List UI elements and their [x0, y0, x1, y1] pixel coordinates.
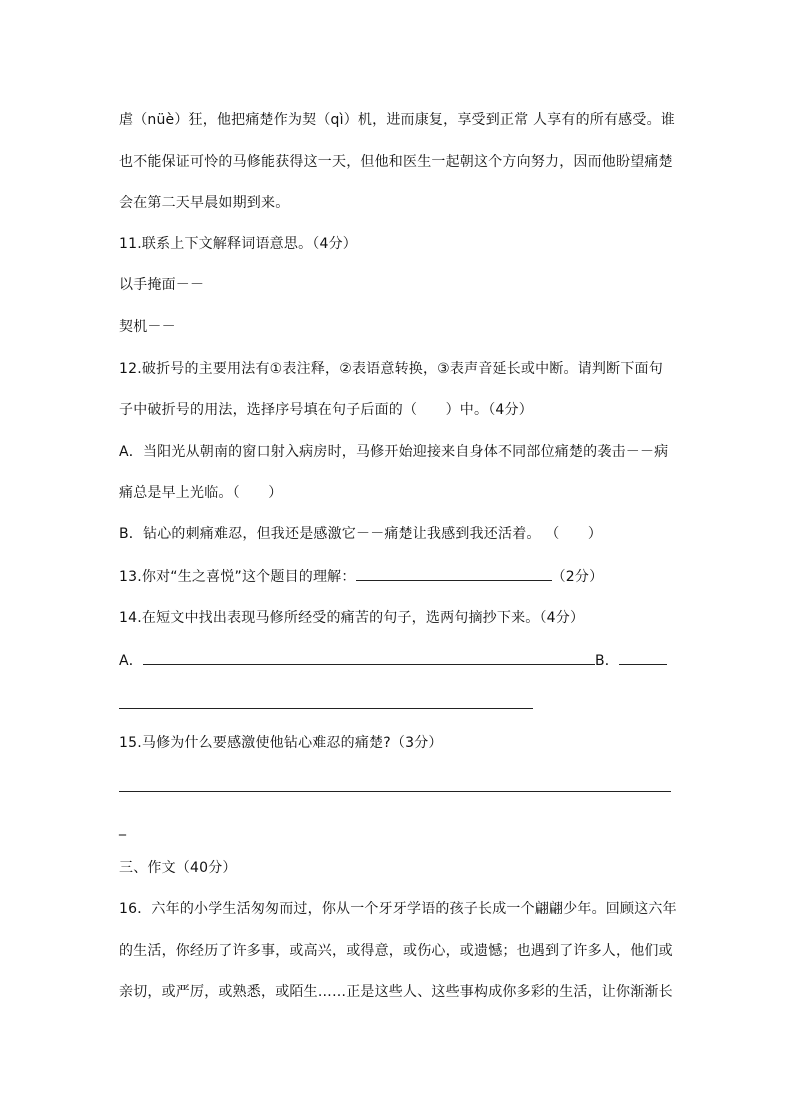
question-11-item-1: 以手掩面－－: [119, 277, 205, 293]
question-15-answer-line[interactable]: [119, 791, 671, 792]
question-13-prefix: 13.你对“生之喜悦”这个题目的理解：: [119, 569, 356, 585]
question-12-option-b: B．钻心的刺痛难忍，但我还是感激它－－痛楚让我感到我还活着。 （ ）: [119, 526, 603, 542]
question-13-answer-blank[interactable]: [356, 566, 552, 581]
question-14-answer-line[interactable]: [119, 708, 533, 709]
question-14-label-b: B．: [594, 653, 619, 669]
question-15-trailing-dash: _: [119, 820, 127, 836]
question-13-suffix: （2分）: [551, 569, 604, 585]
question-15-title: 15.马修为什么要感激使他钻心难忍的痛楚?（3分）: [119, 735, 443, 751]
question-14-label-a: A．: [119, 653, 143, 669]
question-12-option-a-line-2: 痛总是早上光临。（ ）: [119, 485, 283, 501]
question-14-answer-b-blank[interactable]: [619, 650, 667, 665]
question-16-line-3: 亲切，或严厉，或熟悉，或陌生……正是这些人、这些事构成你多彩的生活，让你渐渐长: [119, 984, 673, 1000]
question-14-answer-a-blank[interactable]: [143, 650, 595, 665]
section-3-title: 三、作文（40分）: [119, 860, 237, 876]
question-12-line-2: 子中破折号的用法，选择序号填在句子后面的（ ）中。（4分）: [119, 402, 533, 418]
question-11-title: 11.联系上下文解释词语意思。（4分）: [119, 236, 357, 252]
passage-line-2: 也不能保证可怜的马修能获得这一天，但他和医生一起朝这个方向努力，因而他盼望痛楚: [119, 154, 673, 170]
question-14-title: 14.在短文中找出表现马修所经受的痛苦的句子，选两句摘抄下来。（4分）: [119, 610, 585, 626]
question-16-line-2: 的生活，你经历了许多事，或高兴，或得意，或伤心，或遗憾；也遇到了许多人，他们或: [119, 943, 673, 959]
passage-line-1: 虐（nüè）狂，他把痛楚作为契（qì）机，进而康复，享受到正常 人享有的所有感受。谁: [119, 112, 675, 128]
question-13: [119, 566, 603, 587]
question-16-line-1: 16．六年的小学生活匆匆而过，你从一个牙牙学语的孩子长成一个翩翩少年。回顾这六年: [119, 901, 677, 917]
question-12-option-a-line-1: A．当阳光从朝南的窗口射入病房时，马修开始迎接来自身体不同部位痛楚的袭击－－病: [119, 444, 669, 460]
passage-line-3: 会在第二天早晨如期到来。: [119, 195, 290, 211]
question-14-answers: [119, 650, 667, 671]
question-12-line-1: 12.破折号的主要用法有①表注释，②表语意转换，③表声音延长或中断。请判断下面句: [119, 361, 663, 377]
question-11-item-2: 契机－－: [119, 319, 176, 335]
